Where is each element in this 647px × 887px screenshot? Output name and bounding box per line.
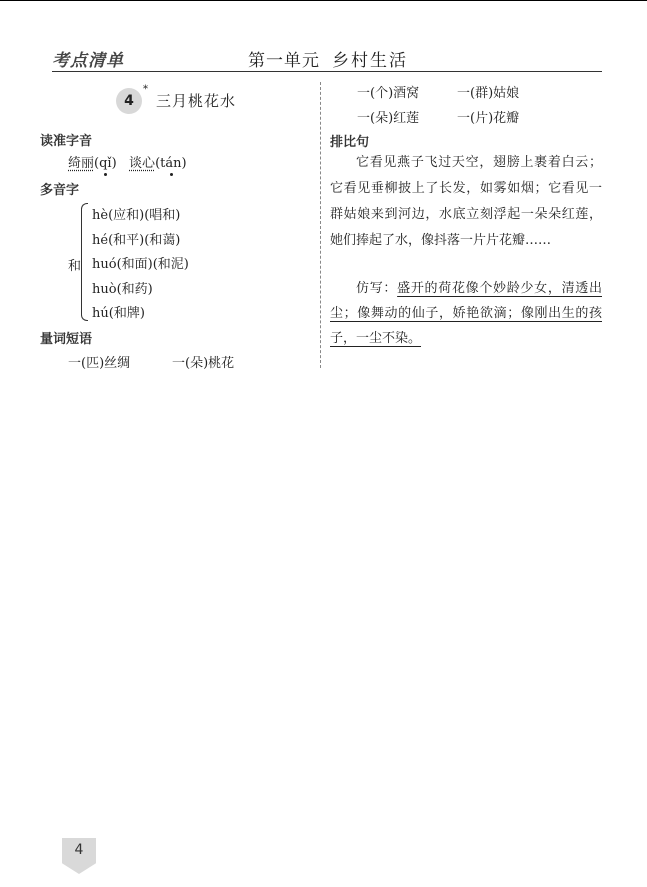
parallelism-text: 它看见燕子飞过天空，翅膀上裹着白云；它看见垂柳披上了长发，如雾如烟；它看见一群姑娘来到河边，水底立刻浮起一朵朵红莲，她们捧起了水，像抖落一片片花瓣…… — [330, 155, 602, 248]
reading-item: hé(和平)(和蔼) — [92, 233, 181, 248]
header-theme: 乡村生活 — [332, 51, 408, 71]
reading-item: hè(应和)(唱和) — [92, 208, 181, 223]
page-header — [52, 42, 602, 74]
measure-word-item: 一(匹)丝绸 — [68, 356, 131, 371]
measure-word-item: 一(个)酒窝 — [357, 86, 420, 101]
top-rule — [0, 0, 647, 1]
reading-item: huò(和药) — [92, 282, 153, 297]
pronunciation-pinyin: qǐ — [99, 156, 112, 171]
measure-word-item: 一(朵)红莲 — [357, 111, 420, 126]
header-unit: 第一单元 — [248, 51, 320, 71]
polyphonic-char: 和 — [68, 259, 82, 274]
lesson-star: * — [143, 84, 148, 95]
header-rule — [52, 71, 602, 72]
measure-word-item: 一(群)姑娘 — [457, 86, 520, 101]
pronunciation-pinyin: tán — [160, 156, 182, 171]
measure-word-item: 一(朵)桃花 — [172, 356, 235, 371]
brace — [81, 203, 88, 321]
header-label: 考点清单 — [52, 51, 124, 71]
pronunciation-title: 读准字音 — [40, 134, 93, 149]
pronunciation-word: 绮丽 — [68, 156, 95, 171]
pronunciation-word: 谈心 — [129, 156, 156, 171]
page-number: 4 — [74, 842, 84, 858]
reading-item: huó(和面)(和泥) — [92, 257, 189, 272]
measure-words-title: 量词短语 — [40, 332, 93, 347]
measure-word-item: 一(片)花瓣 — [457, 111, 520, 126]
imitation-paragraph — [330, 276, 602, 351]
pronunciation-line: 绮丽(qǐ) 谈心(tán) — [68, 156, 187, 171]
imitation-label: 仿写： — [356, 281, 398, 296]
reading-item: hú(和牌) — [92, 306, 145, 321]
lesson-title: 三月桃花水 — [156, 92, 237, 110]
polyphonic-title: 多音字 — [40, 183, 80, 198]
lesson-number-badge: 4 — [116, 88, 142, 114]
parallelism-title: 排比句 — [330, 135, 370, 150]
imitation-text: 盛开的荷花像个妙龄少女，清透出尘；像舞动的仙子，娇艳欲滴；像刚出生的孩子，一尘不染。 — [330, 281, 602, 346]
column-divider — [320, 82, 321, 368]
